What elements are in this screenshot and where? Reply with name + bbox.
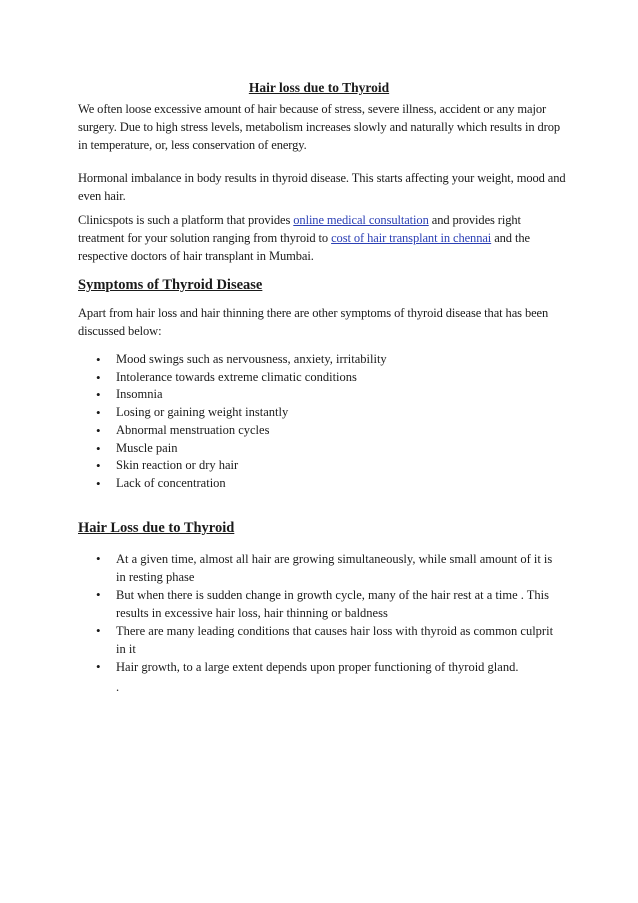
list-item: • Hair growth, to a large extent depends upon proper functioning of thyroid gland. [78,658,558,676]
page-title: Hair loss due to Thyroid [248,80,390,95]
list-item: • Lack of concentration [78,475,568,493]
list-item: • Losing or gaining weight instantly [78,404,568,422]
list-item: • Muscle pain [78,440,568,458]
hair-loss-list [78,550,558,676]
intro-paragraph-3 [78,211,568,265]
paragraph-text: and provides right treatment for your solution ranging from thyroid to [78,213,521,245]
hair-transplant-cost-link[interactable]: cost of hair transplant in chennai [331,231,492,245]
trailing-period: . [116,680,120,694]
list-item: • There are many leading conditions that causes hair loss with thyroid as common culprit in it [78,622,558,658]
intro-paragraph-1: We often loose excessive amount of hair because of stress, severe illness, accident or any major surgery. Due to high stress levels, metabolism increases slowly and naturally which results in drop in temperature, or, less conservation of energy. [78,102,561,152]
symptoms-intro: Apart from hair loss and hair thinning there are other symptoms of thyroid disease that has been discussed below: [78,306,549,338]
online-medical-consultation-link[interactable]: online medical consultation [293,213,429,227]
hair-loss-heading: Hair Loss due to Thyroid [78,520,235,536]
list-item: • Mood swings such as nervousness, anxiety, irritability [78,351,568,369]
list-item: • Intolerance towards extreme climatic conditions [78,369,568,387]
list-item: • Insomnia [78,386,568,404]
paragraph-text: and the respective doctors of hair transplant in Mumbai. [78,231,530,263]
symptoms-heading: Symptoms of Thyroid Disease [78,277,263,293]
list-item: • At a given time, almost all hair are growing simultaneously, while small amount of it is in resting phase [78,550,558,586]
symptoms-list [78,351,568,493]
paragraph-text: Clinicspots is such a platform that provides [78,213,294,227]
list-item: • But when there is sudden change in growth cycle, many of the hair rest at a time . This results in excessive hair loss, hair thinning or baldness [78,586,558,622]
list-item: • Skin reaction or dry hair [78,457,568,475]
intro-paragraph-2: Hormonal imbalance in body results in thyroid disease. This starts affecting your weight, mood and even hair. [78,171,566,203]
list-item: • Abnormal menstruation cycles [78,422,568,440]
